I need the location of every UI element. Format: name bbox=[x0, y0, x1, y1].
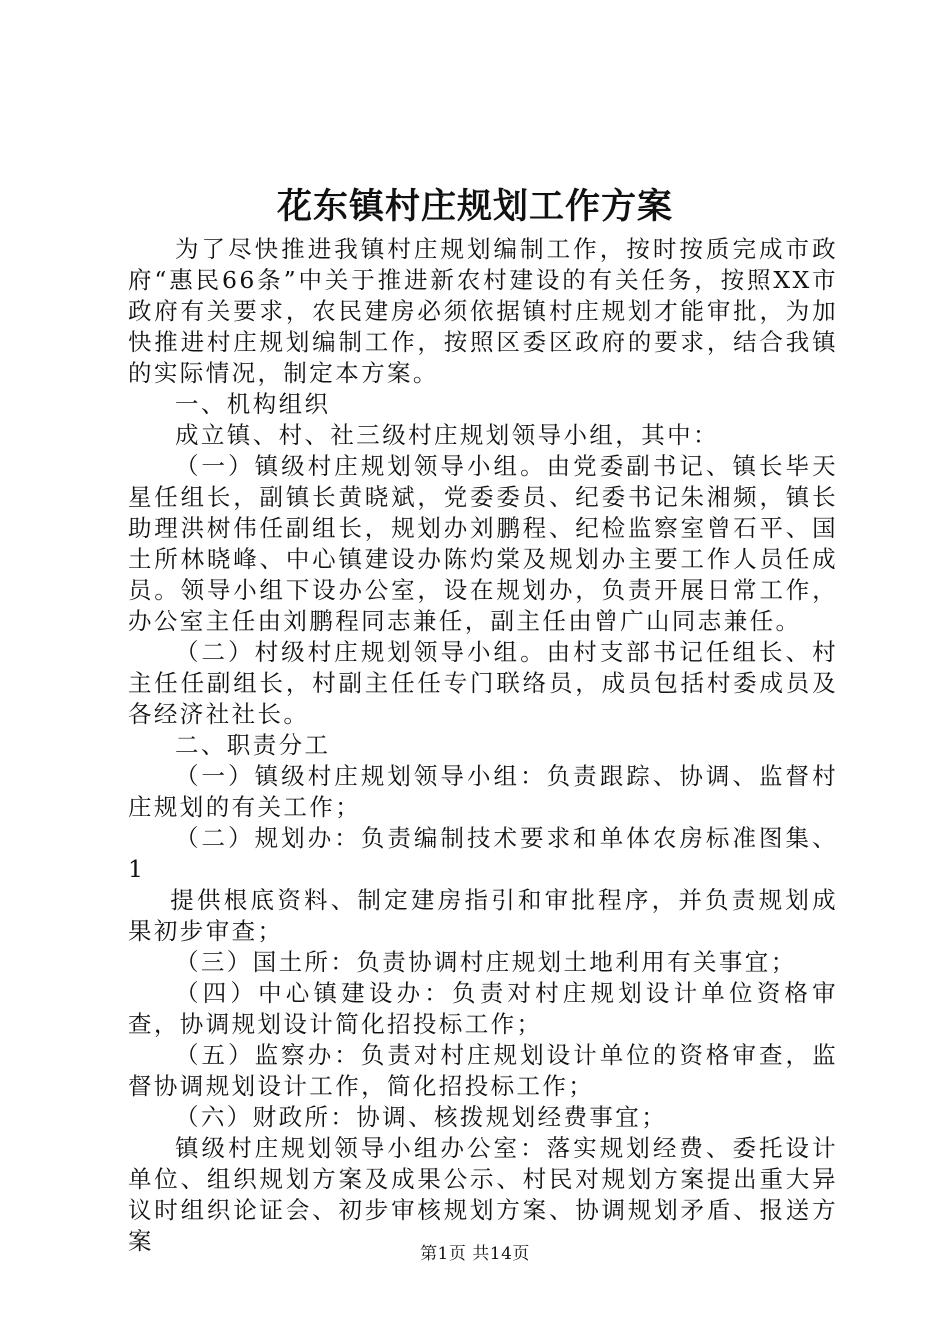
paragraph-duty-planning-office: （二）规划办：负责编制技术要求和单体农房标准图集、1 bbox=[128, 824, 838, 883]
page-footer: 第1页 共14页 bbox=[420, 1244, 530, 1264]
section-heading-organization: 一、机构组织 bbox=[175, 390, 331, 418]
document-body bbox=[128, 234, 838, 1257]
paragraph-town-group: （一）镇级村庄规划领导小组。由党委副书记、镇长毕天星任组长，副镇长黄晓斌，党委委员、纪委书记朱湘频，镇长助理洪树伟任副组长，规划办刘鹏程、纪检监察室曾石平、国土所林晓峰、中心镇建设办陈灼棠及规划办主要工作人员任成员。领导小组下设办公室，设在规划办，负责开展日常工作，办公室主任由刘鹏程同志兼任，副主任由曾广山同志兼任。 bbox=[128, 452, 838, 635]
paragraph-duty-supervision-office: （五）监察办：负责对村庄规划设计单位的资格审查，监督协调规划设计工作，简化招投标工作； bbox=[128, 1041, 838, 1100]
paragraph-duty-group-office: 镇级村庄规划领导小组办公室：落实规划经费、委托设计单位、组织规划方案及成果公示、村民对规划方案提出重大异议时组织论证会、初步审核规划方案、协调规划矛盾、报送方案 bbox=[128, 1134, 838, 1255]
paragraph-village-group: （二）村级村庄规划领导小组。由村支部书记任组长、村主任任副组长，村副主任任专门联络员，成员包括村委成员及各经济社社长。 bbox=[128, 638, 838, 728]
paragraph-intro: 为了尽快推进我镇村庄规划编制工作，按时按质完成市政府“惠民66条”中关于推进新农村建设的有关任务，按照XX市政府有关要求，农民建房必须依据镇村庄规划才能审批，为加快推进村庄规划编制工作，按照区委区政府的要求，结合我镇的实际情况，制定本方案。 bbox=[128, 235, 838, 387]
paragraph-duty-planning-office-cont: 提供根底资料、制定建房指引和审批程序，并负责规划成果初步审查； bbox=[128, 886, 838, 945]
paragraph-duty-town-group: （一）镇级村庄规划领导小组：负责跟踪、协调、监督村庄规划的有关工作； bbox=[128, 762, 838, 821]
paragraph-duty-finance-office: （六）财政所：协调、核拨规划经费事宜； bbox=[175, 1103, 668, 1131]
document-title: 花东镇村庄规划工作方案 bbox=[276, 186, 673, 227]
paragraph-duty-construction-office: （四）中心镇建设办：负责对村庄规划设计单位资格审查，协调规划设计简化招投标工作； bbox=[128, 979, 838, 1038]
paragraph-groups: 成立镇、村、社三级村庄规划领导小组，其中： bbox=[175, 421, 719, 449]
section-heading-duties: 二、职责分工 bbox=[175, 731, 331, 759]
paragraph-duty-land-office: （三）国土所：负责协调村庄规划土地利用有关事宜； bbox=[175, 948, 797, 976]
